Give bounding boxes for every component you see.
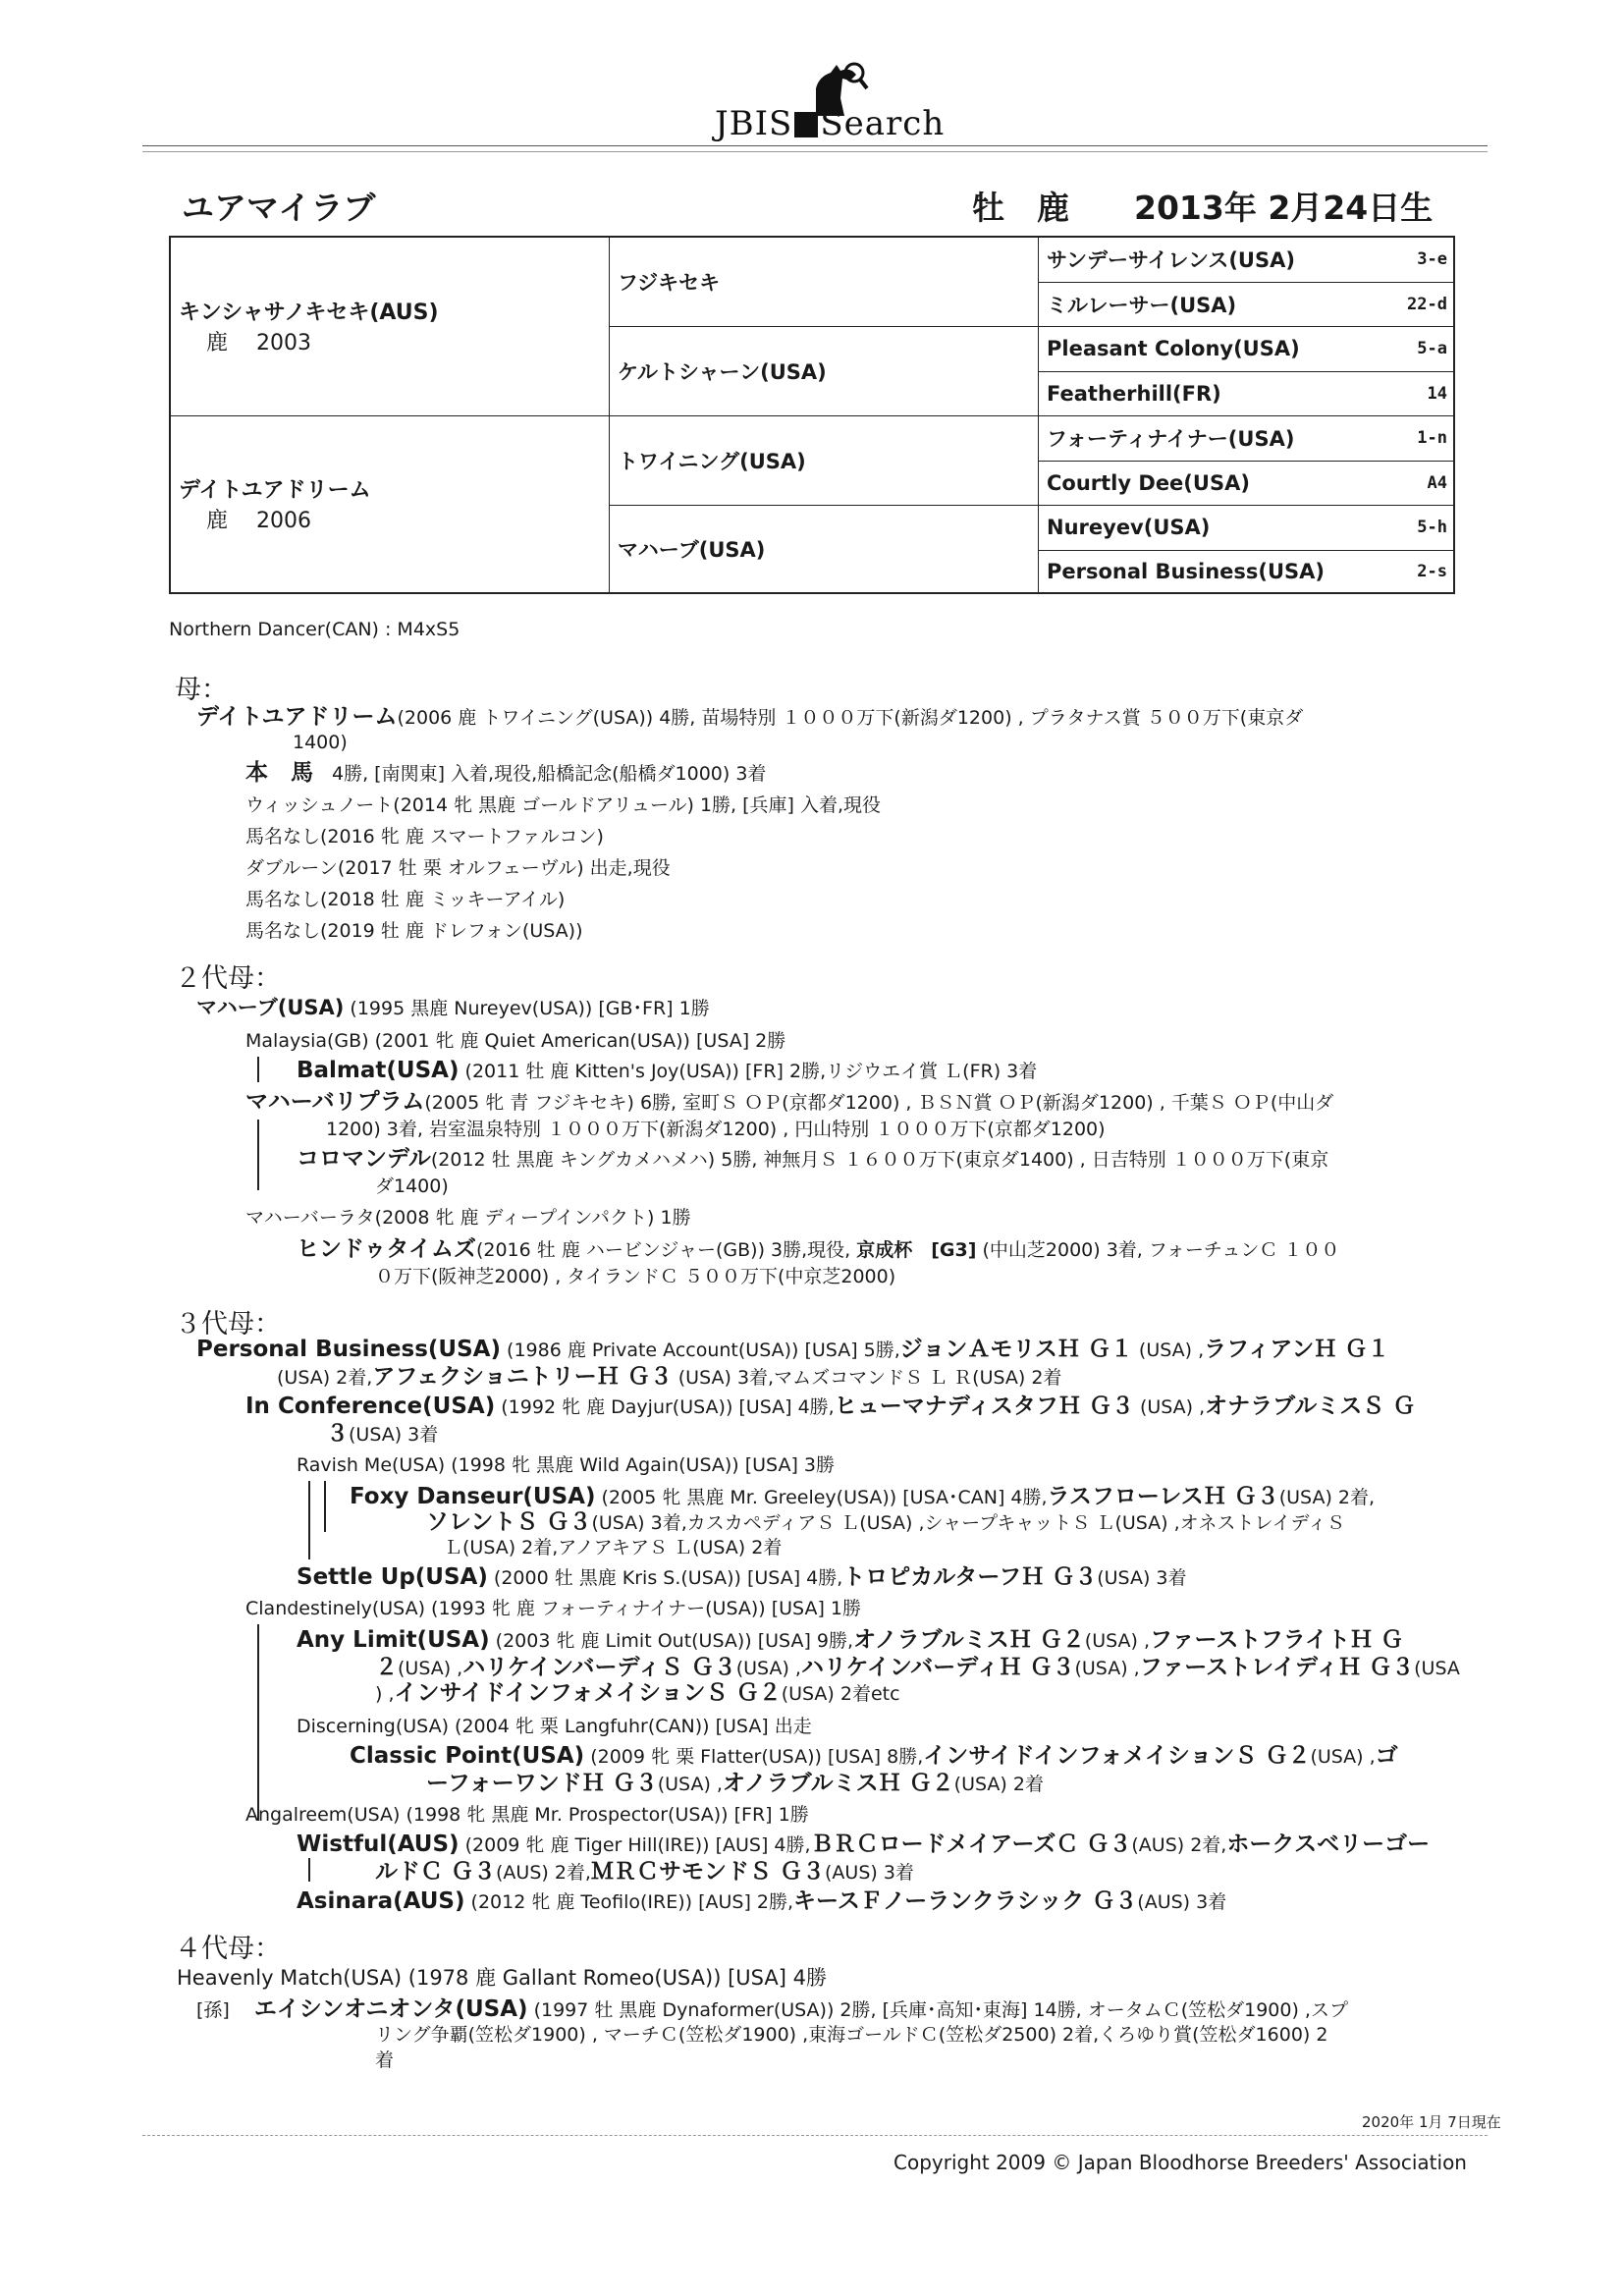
tree-line (257, 1120, 259, 1190)
section-dam: 母： (175, 675, 228, 705)
wistful-cont: ルドＣ Ｇ３(AUS) 2着,ＭＲＣサモンドＳ Ｇ３(AUS) 3着 (375, 1859, 914, 1885)
dam-foal-2: 馬名なし(2016 牝 鹿 スマートファルコン) (245, 826, 604, 847)
personal-business-cont: (USA) 2着,アフェクショニトリーＨ Ｇ３ (USA) 3着,マムズコマンドＳ Ｌ Ｒ(USA) 2着 (277, 1364, 1062, 1390)
in-conference-cont: ３(USA) 3着 (326, 1421, 439, 1447)
heavenly-match-entry: Heavenly Match(USA) (1978 鹿 Gallant Romeo(USA)) [USA] 4勝 (177, 1966, 827, 1990)
section-g4: ４代母： (175, 1934, 281, 1964)
pedigree-gen3-4: Featherhill(FR) 14 (1039, 371, 1455, 415)
tree-line (257, 1624, 259, 1821)
balmat-entry: Balmat(USA) (2011 牡 鹿 Kitten's Joy(USA)) [FR] 2勝,リジウエイ賞 Ｌ(FR) 3着 (297, 1058, 1038, 1083)
personal-business-entry: Personal Business(USA) (1986 鹿 Private Account(USA)) [USA] 5勝,ジョンＡモリスＨ Ｇ１ (USA) ,ラフィアンＨ Ｇ１ (196, 1337, 1390, 1362)
eishin-cont: リング争覇(笠松ダ1900) , マーチＣ(笠松ダ1900) ,東海ゴールドＣ(笠松ダ2500) 2着,くろゆり賞(笠松ダ1600) 2 (375, 2024, 1328, 2046)
any-limit-cont: ２(USA) ,ハリケインバーディＳ Ｇ３(USA) ,ハリケインバーディＨ Ｇ３(USA) ,ファーストレイディＨ Ｇ３(USA (375, 1655, 1460, 1680)
footer-rule (142, 2135, 1488, 2136)
settle-up-entry: Settle Up(USA) (2000 牡 黒鹿 Kris S.(USA)) [USA] 4勝,トロピカルターフＨ Ｇ３(USA) 3着 (297, 1564, 1187, 1590)
pedigree-gen3-6: Courtly Dee(USA) A4 (1039, 461, 1455, 505)
foxy-danseur-cont2: Ｌ(USA) 2着,アノアキアＳ Ｌ(USA) 2着 (444, 1537, 783, 1558)
pedigree-gen2-1: フジキセキ (610, 237, 1039, 326)
pedigree-gen2-2: ケルトシャーン(USA) (610, 326, 1039, 415)
dam-entry: デイトユアドリーム(2006 鹿 トワイニング(USA)) 4勝, 苗場特別 １０００万下(新潟ダ1200) , プラタナス賞 ５００万下(東京ダ (196, 704, 1304, 730)
classic-point-entry: Classic Point(USA) (2009 牝 栗 Flatter(USA)) [USA] 8勝,インサイドインフォメイションＳ Ｇ２(USA) ,ゴ (350, 1743, 1398, 1769)
foxy-danseur-entry: Foxy Danseur(USA) (2005 牝 黒鹿 Mr. Greeley(USA)) [USA･CAN] 4勝,ラスフローレスＨ Ｇ３(USA) 2着, (350, 1484, 1376, 1509)
pedigree-gen3-1: サンデーサイレンス(USA) 3-e (1039, 237, 1455, 282)
self-entry: 本 馬 4勝, [南関東] 入着,現役,船橋記念(船橋ダ1000) 3着 (245, 760, 767, 786)
classic-point-cont: ーフォーワンドＨ Ｇ３(USA) ,オノラブルミスＨ Ｇ２(USA) 2着 (426, 1771, 1044, 1796)
pedigree-gen3-8: Personal Business(USA) 2-s (1039, 550, 1455, 593)
dam-foal-3: ダブルーン(2017 牡 栗 オルフェーヴル) 出走,現役 (245, 857, 671, 879)
dam-foal-4: 馬名なし(2018 牡 鹿 ミッキーアイル) (245, 889, 566, 910)
g2-entry: マハーブ(USA) (1995 黒鹿 Nureyev(USA)) [GB･FR] 1勝 (196, 996, 710, 1019)
dam-foal-1: ウィッシュノート(2014 牝 黒鹿 ゴールドアリュール) 1勝, [兵庫] 入着,現役 (245, 794, 882, 816)
maharibaripuram-entry: マハーバリプラム(2005 牝 青 フジキセキ) 6勝, 室町Ｓ ＯＰ(京都ダ1200) , ＢＳＮ賞 ＯＰ(新潟ダ1200) , 千葉Ｓ ＯＰ(中山ダ (245, 1089, 1334, 1115)
hindutimes-entry: ヒンドゥタイムズ(2016 牡 鹿 ハービンジャー(GB)) 3勝,現役, 京成杯 [G3] (中山芝2000) 3着, フォーチュンＣ １００ (297, 1236, 1340, 1262)
pedigree-gen3-3: Pleasant Colony(USA) 5-a (1039, 326, 1455, 371)
pedigree-gen2-3: トワイニング(USA) (610, 415, 1039, 505)
tree-line (257, 1057, 259, 1082)
section-g2: ２代母： (175, 963, 281, 994)
pedigree-dam: デイトユアドリーム 鹿 2006 (170, 415, 610, 593)
eishin-entry: [孫] エイシンオニオンタ(USA) (1997 牡 黒鹿 Dynaformer(USA)) 2勝, [兵庫･高知･東海] 14勝, オータムＣ(笠松ダ1900) ,スプ (196, 1996, 1348, 2022)
jbis-logo (707, 59, 962, 147)
tree-line (308, 1481, 310, 1559)
tree-line (324, 1481, 326, 1532)
logo-jbis-text: JBIS (715, 104, 793, 143)
maharibaripuram-cont: 1200) 3着, 岩室温泉特別 １０００万下(新潟ダ1200) , 円山特別 １０００万下(京都ダ1200) (326, 1119, 1106, 1140)
header-rule-2 (142, 151, 1488, 152)
foxy-danseur-cont: ソレントＳ Ｇ３(USA) 3着,カスカペディアＳ Ｌ(USA) ,シャープキャットＳ Ｌ(USA) ,オネストレイディＳ (426, 1509, 1346, 1535)
pedigree-gen3-7: Nureyev(USA) 5-h (1039, 505, 1455, 550)
pedigree-sire: キンシャサノキセキ(AUS) 鹿 2003 (170, 237, 610, 415)
asinara-entry: Asinara(AUS) (2012 牝 鹿 Teofilo(IRE)) [AUS] 2勝,キースＦノーランクラシック Ｇ３(AUS) 3着 (297, 1888, 1227, 1914)
pedigree-table (169, 236, 1455, 594)
eishin-cont2: 着 (375, 2050, 395, 2071)
ravish-me-entry: Ravish Me(USA) (1998 牝 黒鹿 Wild Again(USA)) [USA] 3勝 (297, 1454, 835, 1476)
pedigree-gen3-5: フォーティナイナー(USA) 1-n (1039, 415, 1455, 461)
hindutimes-cont: ０万下(阪神芝2000) , タイランドＣ ５００万下(中京芝2000) (375, 1266, 896, 1287)
logo-box-icon (794, 112, 818, 137)
dam-foal-5: 馬名なし(2019 牡 鹿 ドレフォン(USA)) (245, 920, 583, 942)
angalreem-entry: Angalreem(USA) (1998 牝 黒鹿 Mr. Prospector(USA)) [FR] 1勝 (245, 1804, 809, 1826)
mahabharata-entry: マハーバーラタ(2008 牝 鹿 ディープインパクト) 1勝 (245, 1207, 691, 1229)
header-rule (142, 145, 1488, 146)
wistful-entry: Wistful(AUS) (2009 牝 鹿 Tiger Hill(IRE)) [AUS] 4勝,ＢＲＣロードメイアーズＣ Ｇ３(AUS) 2着,ホークスベリーゴー (297, 1831, 1431, 1857)
as-of-date: 2020年 1月 7日現在 (1362, 2113, 1501, 2131)
pedigree-gen2-4: マハーブ(USA) (610, 505, 1039, 593)
tree-line (308, 1858, 310, 1882)
clandestinely-entry: Clandestinely(USA) (1993 牝 鹿 フォーティナイナー(USA)) [USA] 1勝 (245, 1598, 861, 1619)
pedigree-gen3-2: ミルレーサー(USA) 22-d (1039, 282, 1455, 326)
horse-name: ユアマイラブ (182, 189, 376, 227)
dam-entry-cont: 1400) (293, 732, 348, 753)
discerning-entry: Discerning(USA) (2004 牝 栗 Langfuhr(CAN)) [USA] 出走 (297, 1716, 812, 1737)
copyright: Copyright 2009 © Japan Bloodhorse Breeders' Association (893, 2151, 1467, 2174)
coromandel-cont: ダ1400) (375, 1175, 449, 1197)
malaysia-entry: Malaysia(GB) (2001 牝 鹿 Quiet American(USA)) [USA] 2勝 (245, 1030, 786, 1052)
section-g3: ３代母： (175, 1309, 281, 1339)
horse-info: 牡 鹿 2013年 2月24日生 (972, 189, 1434, 227)
logo-search-text: Search (820, 104, 946, 143)
in-conference-entry: In Conference(USA) (1992 牝 鹿 Dayjur(USA)) [USA] 4勝,ヒューマナディスタフＨ Ｇ３ (USA) ,オナラブルミスＳ Ｇ (245, 1394, 1416, 1419)
inbreeding-note: Northern Dancer(CAN) : M4xS5 (169, 619, 460, 640)
any-limit-entry: Any Limit(USA) (2003 牝 鹿 Limit Out(USA)) [USA] 9勝,オノラブルミスＨ Ｇ２(USA) ,ファーストフライトＨ Ｇ (297, 1627, 1404, 1653)
coromandel-entry: コロマンデル(2012 牡 黒鹿 キングカメハメハ) 5勝, 神無月Ｓ １６００万下(東京ダ1400) , 日吉特別 １０００万下(東京 (297, 1146, 1329, 1172)
any-limit-cont2: ) ,インサイドインフォメイションＳ Ｇ２(USA) 2着etc (375, 1680, 900, 1706)
